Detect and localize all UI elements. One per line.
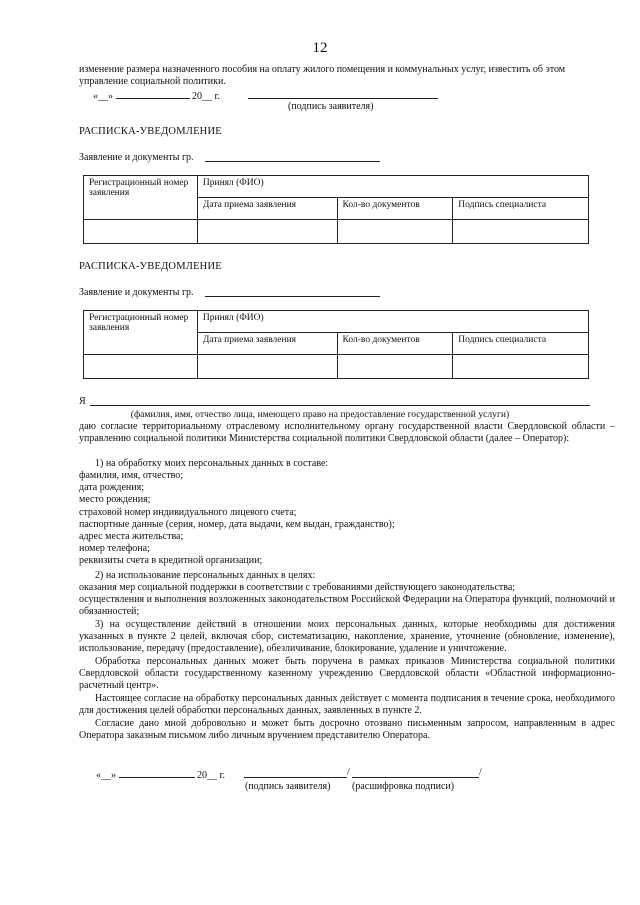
bottom-signature-caption: (подпись заявителя) (245, 781, 331, 792)
bottom-date-day-field[interactable]: «__» (96, 770, 116, 781)
receipt1-docs-row (79, 152, 194, 164)
receipt2-table (83, 310, 589, 379)
list-item: страховой номер индивидуального лицевого счета; (79, 506, 297, 518)
receipt2-accepted-by-header: Принял (ФИО) (197, 311, 588, 333)
receipt1-docs-label: Заявление и документы гр. (79, 152, 194, 163)
consent-name-caption: (фамилия, имя, отчество лица, имеющего право на предоставление государственной услуги) (130, 409, 510, 420)
consent-purpose2: осуществления и выполнения возложенных законодательством Российской Федерации на Оператора функций, полномочий и обязанностей; (79, 594, 615, 618)
consent-intro: даю согласие территориальному отраслевому исполнительному органу государственной власти Свердловской области – управлению социальной политики Министерства социальной политики Свердловской области (далее – Оператор): (79, 421, 615, 445)
receipt1-reg-number-cell[interactable] (84, 220, 198, 244)
top-date-row (93, 89, 220, 103)
top-text-line2: управление социальной политики. (79, 76, 226, 87)
consent-term: Настоящее согласие на обработку персональных данных действует с момента подписания в течение срока, необходимого для достижения целей обработки персональных данных, заявленных в пункте 2. (79, 693, 615, 717)
consent-item3: 3) на осуществление действий в отношении моих персональных данных, которые необходимы для достижения указанных в пункте 2 целей, включая сбор, систематизацию, накопление, хранение, уточнение (обновление, изменение), использование, передачу (предоставление), обезличивание, блокирование, удаление и уничтожение. (79, 619, 615, 655)
list-item: паспортные данные (серия, номер, дата выдачи, кем выдан, гражданство); (79, 518, 395, 530)
receipt1-date-header: Дата приема заявления (197, 198, 337, 220)
receipt1-heading: РАСПИСКА-УВЕДОМЛЕНИЕ (79, 126, 222, 137)
consent-name-line[interactable] (90, 405, 590, 406)
bottom-signature-line[interactable] (244, 777, 347, 778)
list-item: адрес места жительства; (79, 531, 184, 543)
date-day-field[interactable]: «__» (93, 91, 113, 102)
receipt2-date-cell[interactable] (197, 355, 337, 379)
list-item: реквизиты счета в кредитной организации; (79, 555, 263, 567)
receipt2-count-cell[interactable] (337, 355, 453, 379)
receipt2-docs-row (79, 287, 194, 299)
list-item: номер телефона; (79, 543, 150, 555)
top-signature-caption: (подпись заявителя) (288, 101, 374, 112)
receipt1-table (83, 175, 589, 244)
receipt1-date-cell[interactable] (197, 220, 337, 244)
bottom-date-month-blank[interactable] (119, 768, 195, 778)
bottom-date-year-field[interactable]: 20__ г. (197, 770, 225, 781)
receipt2-sign-cell[interactable] (453, 355, 589, 379)
bottom-decode-line[interactable] (352, 777, 479, 778)
receipt2-name-line[interactable] (205, 296, 380, 297)
top-signature-line[interactable] (248, 98, 438, 99)
date-month-blank[interactable] (116, 89, 190, 99)
receipt1-accepted-by-header: Принял (ФИО) (197, 176, 588, 198)
consent-processing: Обработка персональных данных может быть поручена в рамках приказов Министерства социальной политики Свердловской области государственному казенному учреждению Свердловской области «Областной информационно-расчетный центр». (79, 656, 615, 692)
bottom-decode-caption: (расшифровка подписи) (352, 781, 455, 792)
consent-revoke: Согласие дано мной добровольно и может быть досрочно отозвано письменным запросом, направленным в адрес Оператора заказным письмом либо личным вручением представителю Оператора. (79, 718, 615, 742)
receipt2-sign-header: Подпись специалиста (453, 333, 589, 355)
list-item: фамилия, имя, отчество; (79, 470, 184, 481)
receipt1-count-cell[interactable] (337, 220, 453, 244)
list-item: место рождения; (79, 494, 151, 506)
date-year-field[interactable]: 20__ г. (192, 91, 220, 102)
consent-purpose1: оказания мер социальной поддержки в соответствии с требованиями действующего законодательства; (79, 582, 516, 593)
receipt1-reg-number-header: Регистрационный номер заявления (84, 176, 198, 220)
consent-item2: 2) на использование персональных данных в целях: (95, 570, 316, 581)
bottom-slash-1: / (347, 767, 350, 778)
receipt2-heading: РАСПИСКА-УВЕДОМЛЕНИЕ (79, 261, 222, 272)
receipt1-count-header: Кол-во документов (337, 198, 453, 220)
bottom-date-row (96, 768, 225, 782)
consent-item1: 1) на обработку моих персональных данных в составе: (95, 458, 329, 469)
receipt2-reg-number-header: Регистрационный номер заявления (84, 311, 198, 355)
receipt1-sign-header: Подпись специалиста (453, 198, 589, 220)
receipt1-sign-cell[interactable] (453, 220, 589, 244)
consent-i-label: Я (79, 396, 86, 407)
receipt2-date-header: Дата приема заявления (197, 333, 337, 355)
receipt2-count-header: Кол-во документов (337, 333, 453, 355)
receipt1-name-line[interactable] (205, 161, 380, 162)
receipt2-docs-label: Заявление и документы гр. (79, 287, 194, 298)
page-number: 12 (312, 40, 328, 56)
receipt2-reg-number-cell[interactable] (84, 355, 198, 379)
bottom-slash-2: / (479, 767, 482, 778)
consent-data-list (79, 470, 615, 568)
top-text-line1: изменение размера назначенного пособия на оплату жилого помещения и коммунальных услуг, известить об этом (79, 64, 566, 75)
list-item: дата рождения; (79, 482, 144, 494)
